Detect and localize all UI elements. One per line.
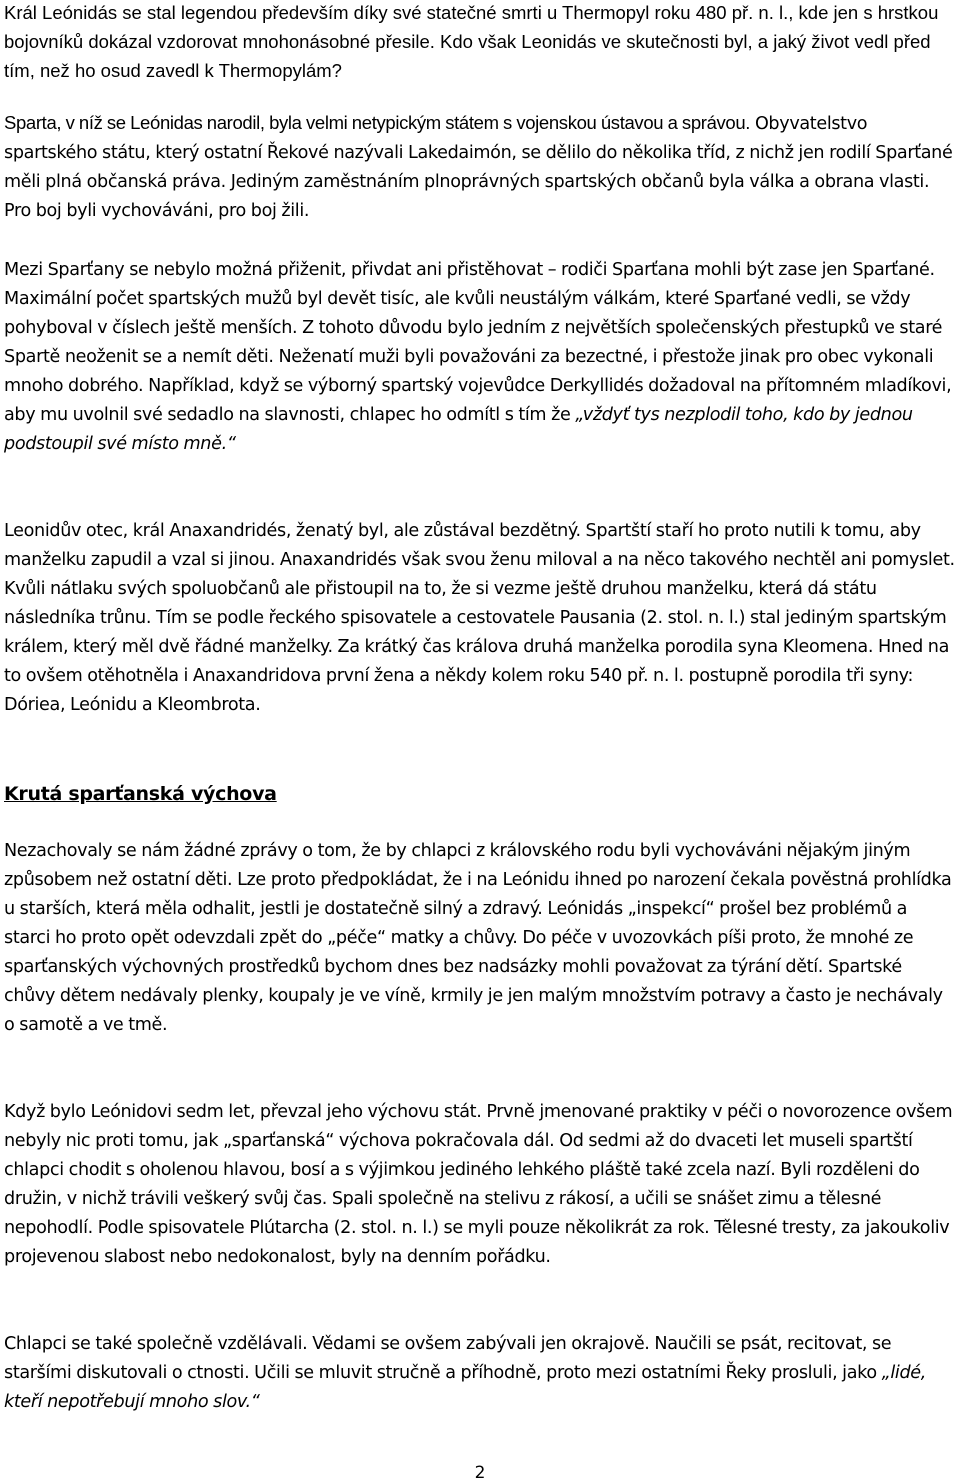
marriage-quote: „vždyť tys nezplodil toho, kdo by jednou podstoupil své místo mně.“ [4, 405, 913, 454]
upbringing-text: Nezachovaly se nám žádné zprávy o tom, že by chlapci z královského rodu byli vychováváni nějakým jiným způsobem než ostatní děti. Lze proto předpokládat, že i na Leónidu ihned po narození čekala pověstná prohlídka u starších, která měla odhalit, jestli je dostatečně silný a zdravý. Leónidás „inspekcí“ prošel bez problémů a starci ho proto opět odevzdali zpět do „péče“ matky a chůvy. Do péče v uvozovkách píši proto, že mnohé ze sparťanských výchovných prostředků bychom dnes bez nadsázky mohli považovat za týrání dětí. Spartské chůvy dětem nedávaly plenky, koupaly je ve víně, krmily je jen malým množstvím potravy a často je nechávaly o samotě a ve tmě. [4, 841, 952, 1035]
state-upbringing-paragraph [4, 1098, 956, 1272]
section-heading: Krutá sparťanská výchova [4, 783, 277, 805]
page-number: 2 [474, 1463, 486, 1483]
state-upbringing-text: Když bylo Leónidovi sedm let, převzal jeho výchovu stát. Prvně jmenované praktiky v péči o novorozence ovšem nebyly nic proti tomu, jak „sparťanská“ výchova pokračovala dál. Od sedmi až do dvaceti let museli spartští chlapci chodit s oholenou hlavou, bosí a s výjimkou jediného lehkého pláště také zcela nazí. Byli rozděleni do družin, v nichž trávili veškerý svůj čas. Spali společně na stelivu z rákosí, a učili se snášet zimu a tělesné nepohodlí. Podle spisovatele Plútarcha (2. stol. n. l.) se myli pouze několikrát za rok. Tělesné tresty, za jakoukoliv projevenou slabost nebo nedokonalost, byly na denním pořádku. [4, 1102, 953, 1267]
father-paragraph [4, 517, 956, 720]
marriage-paragraph [4, 256, 956, 459]
father-text: Leonidův otec, král Anaxandridés, ženatý byl, ale zůstával bezdětný. Spartští staří ho proto nutili k tomu, aby manželku zapudil a vzal si jinou. Anaxandridés však svou ženu miloval a na něco takového nechtěl ani pomyslet. Kvůli nátlaku svých spoluobčanů ale přistoupil na to, že si vezme ještě druhou manželku, která dá státu následníka trůnu. Tím se podle řeckého spisovatele a cestovatele Pausania (2. stol. n. l.) stal jediným spartským králem, který měl dvě řádné manželky. Za krátký čas králova druhá manželka porodila syna Kleomena. Hned na to ovšem otěhotněla i Anaxandridova první žena a někdy kolem roku 540 př. n. l. postupně porodila tři syny: Dóriea, Leónidu a Kleombrota. [4, 521, 955, 715]
marriage-text: Mezi Sparťany se nebylo možná přiženit, přivdat ani přistěhovat – rodiči Sparťana mohli být zase jen Sparťané. Maximální počet spartských mužů byl devět tisíc, ale kvůli neustálým válkám, které Sparťané vedli, se vždy pohyboval v číslech ještě menších. Z tohoto důvodu bylo jedním z největších společenských přestupků ve staré Spartě neoženit se a nemít děti. Neženatí muži byli považováni za bezectné, i přestože jinak pro obec vykonali mnoho dobrého. Například, když se výborný spartský vojevůdce Derkyllidés dožadoval na přítomném mladíkovi, aby mu uvolnil své sedadlo na slavnosti, chlapec ho odmítl s tím že [4, 260, 952, 425]
education-quote: „lidé, kteří nepotřebují mnoho slov.“ [4, 1363, 927, 1412]
sparta-paragraph [4, 108, 956, 226]
sparta-intro-sentence: Sparta, v níž se Leónidas narodil, byla velmi netypickým státem s vojenskou ústavou a správou. [4, 112, 751, 133]
intro-text: Král Leónidás se stal legendou především díky své statečné smrti u Thermopyl roku 480 př. n. l., kde jen s hrstkou bojovníků dokázal vzdorovat mnohonásobné přesile. Kdo však Leonidás ve skutečnosti byl, a jaký život vedl před tím, než ho osud zavedl k Thermopylám? [4, 2, 939, 81]
education-paragraph [4, 1330, 956, 1417]
intro-paragraph [4, 0, 956, 85]
sparta-rest-text: Obyvatelstvo spartského státu, který ostatní Řekové nazývali Lakedaimón, se dělilo do několika tříd, z nichž jen rodilí Sparťané měli plná občanská práva. Jediným zaměstnáním plnoprávných spartských občanů byla válka a obrana vlasti. Pro boj byli vychováváni, pro boj žili. [4, 114, 953, 221]
education-text: Chlapci se také společně vzdělávali. Vědami se ovšem zabývali jen okrajově. Naučili se psát, recitovat, se staršími diskutovali o ctnosti. Učili se mluvit stručně a příhodně, proto mezi ostatními Řeky prosluli, jako [4, 1334, 892, 1383]
upbringing-paragraph [4, 837, 956, 1040]
